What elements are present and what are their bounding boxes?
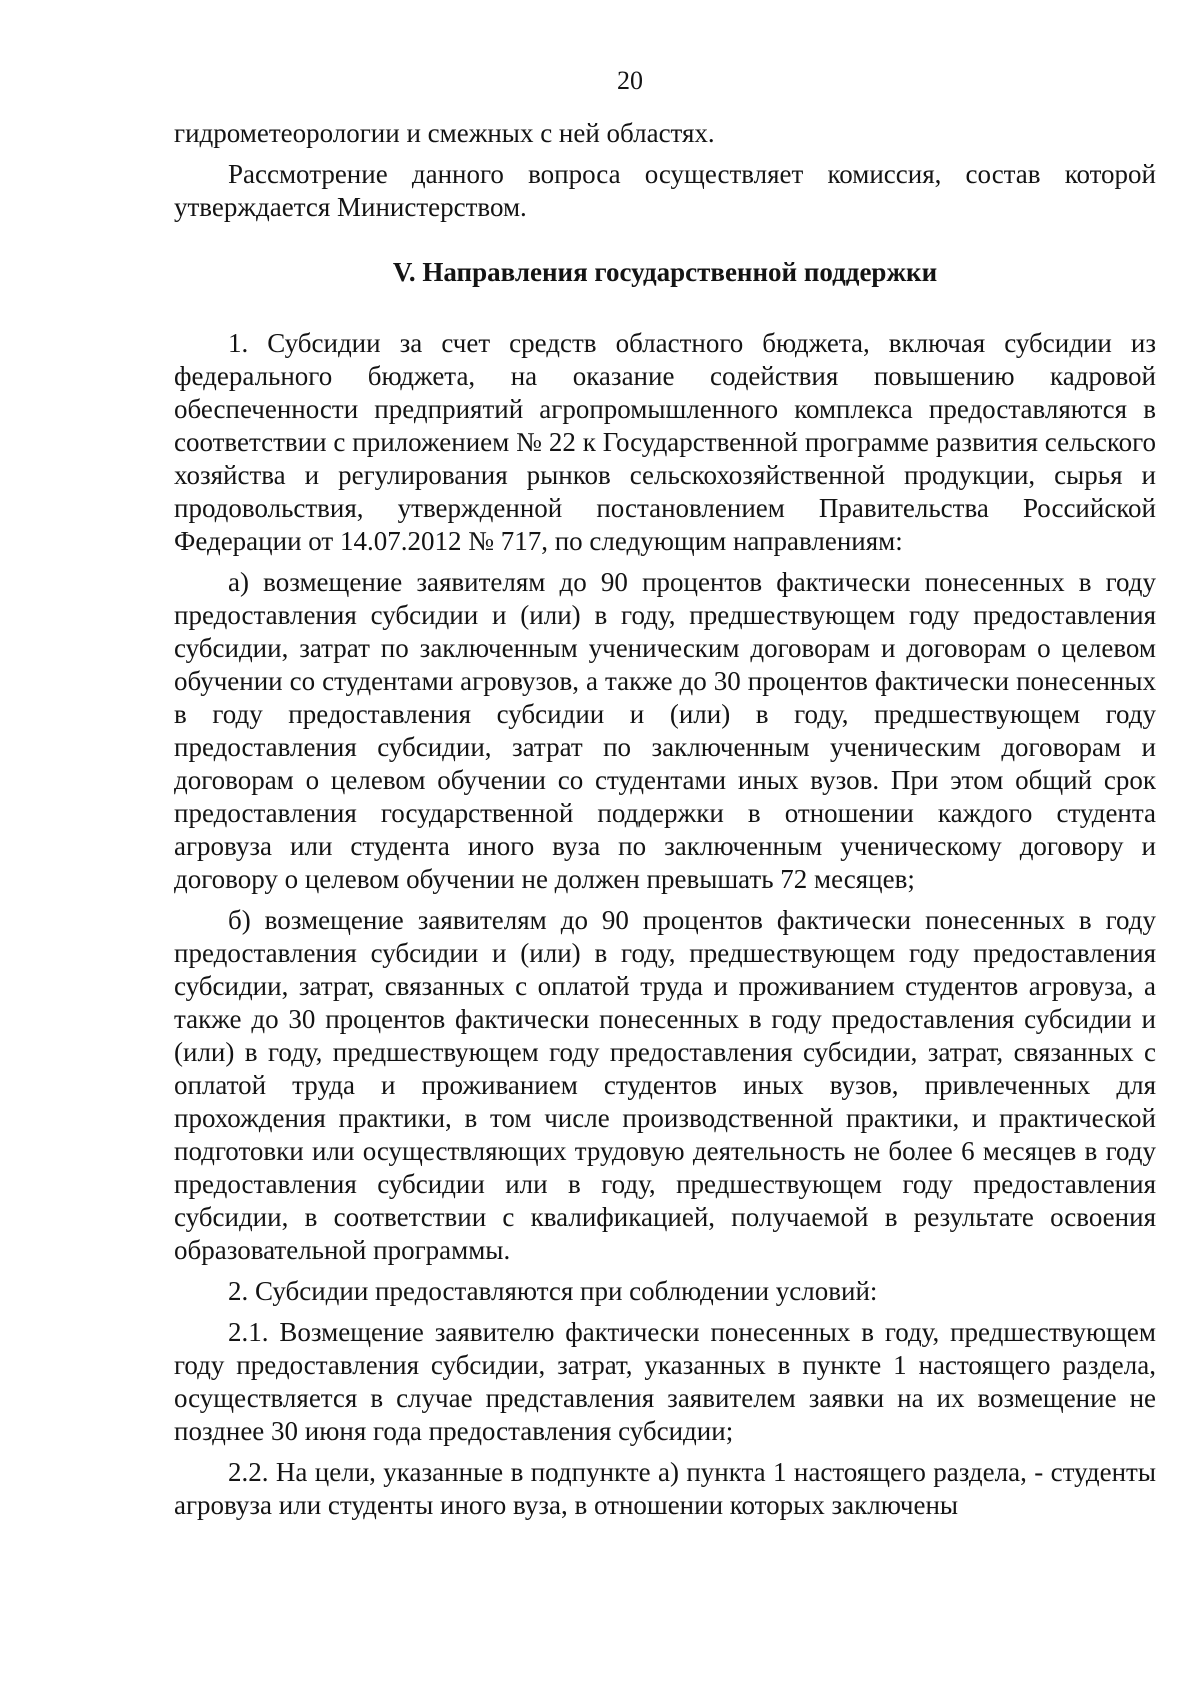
paragraph-item-1: 1. Субсидии за счет средств областного бюджета, включая субсидии из федерального бюджета, на оказание содействия повышению кадровой обеспеченности предприятий агропромышленного комплекса предоставляются в соответствии с приложением № 22 к Государственной программе развития сельского хозяйства и регулирования рынков сельскохозяйственной продукции, сырья и продовольствия, утвержденной постановлением Правительства Российской Федерации от 14.07.2012 № 717, по следующим направлениям: — [174, 328, 1156, 556]
paragraph-commission: Рассмотрение данного вопроса осуществляет комиссия, состав которой утверждается Министерством. — [174, 159, 1156, 222]
paragraph-item-2-1: 2.1. Возмещение заявителю фактически понесенных в году, предшествующем году предоставления субсидии, затрат, указанных в пункте 1 настоящего раздела, осуществляется в случае представления заявителем заявки на их возмещение не позднее 30 июня года предоставления субсидии; — [174, 1317, 1156, 1446]
paragraph-continuation: гидрометеорологии и смежных с ней областях. — [174, 118, 715, 148]
section-title: V. Направления государственной поддержки — [392, 257, 938, 287]
paragraph-item-1b: б) возмещение заявителям до 90 процентов фактически понесенных в году предоставления субсидии и (или) в году, предшествующем году предоставления субсидии, затрат, связанных с оплатой труда и проживанием студентов агровуза, а также до 30 процентов фактически понесенных в году предоставления субсидии и (или) в году, предшествующем году предоставления субсидии, затрат, связанных с оплатой труда и проживанием студентов иных вузов, привлеченных для прохождения практики, в том числе производственной практики, и практической подготовки или осуществляющих трудовую деятельность не более 6 месяцев в году предоставления субсидии или в году, предшествующем году предоставления субсидии, в соответствии с квалификацией, получаемой в результате освоения образовательной программы. — [174, 905, 1156, 1265]
paragraph-item-2-2: 2.2. На цели, указанные в подпункте а) пункта 1 настоящего раздела, - студенты агровуза или студенты иного вуза, в отношении которых заключены — [174, 1457, 1156, 1520]
page-number: 20 — [617, 66, 643, 95]
paragraph-item-1a: а) возмещение заявителям до 90 процентов фактически понесенных в году предоставления субсидии и (или) в году, предшествующем году предоставления субсидии, затрат по заключенным ученическим договорам и договорам о целевом обучении со студентами агровузов, а также до 30 процентов фактически понесенных в году предоставления субсидии и (или) в году, предшествующем году предоставления субсидии, затрат по заключенным ученическим договорам и договорам о целевом обучении со студентами иных вузов. При этом общий срок предоставления государственной поддержки в отношении каждого студента агровуза или студента иного вуза по заключенным ученическому договору и договору о целевом обучении не должен превышать 72 месяцев; — [174, 567, 1156, 894]
document-body — [174, 117, 1156, 1530]
paragraph-item-2: 2. Субсидии предоставляются при соблюдении условий: — [228, 1276, 878, 1306]
